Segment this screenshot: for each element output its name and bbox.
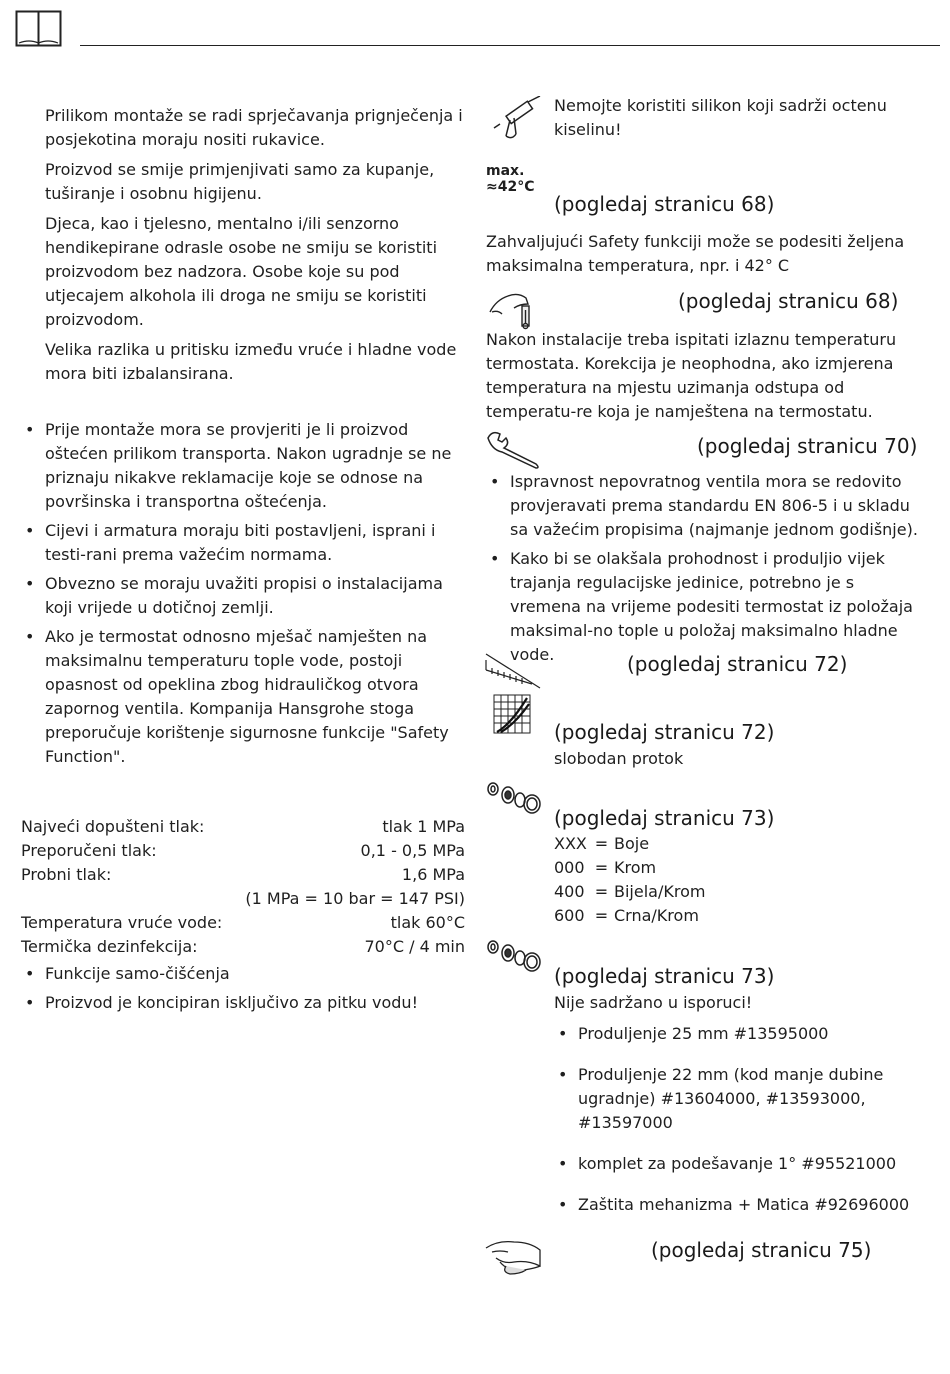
list-item: • Produljenje 22 mm (kod manje dubine ugradnje) #13604000, #13593000, #13597000 [554, 1063, 924, 1135]
thermometer-adjust-icon [486, 288, 534, 330]
spec-row [21, 935, 465, 959]
spec-value: 70°C / 4 min [364, 937, 465, 956]
calibration-text: Nakon instalacije treba ispitati izlaznu temperaturu termostata. Korekcija je neophodna, ako izmjerena temperatura na mjestu uzimanja odstupa od temperatu-re koja je namještena na termostatu. [486, 330, 897, 421]
intro-section [45, 104, 465, 392]
spec-value: tlak 60°C [390, 913, 465, 932]
spec-value: (1 MPa = 10 bar = 147 PSI) [245, 889, 465, 908]
spec-row [21, 911, 465, 935]
page-reference: (pogledaj stranicu 68) [554, 192, 775, 216]
page-reference: (pogledaj stranicu 73) [554, 964, 775, 988]
page-reference: (pogledaj stranicu 68) [678, 289, 899, 313]
list-item: • Zaštita mehanizma + Matica #92696000 [554, 1193, 924, 1217]
color-code-row: 000 = Krom [554, 856, 705, 880]
spare-parts-icon [486, 780, 544, 816]
spec-label: Termička dezinfekcija: [21, 937, 198, 956]
spec-row [21, 815, 465, 839]
list-item: • Produljenje 25 mm #13595000 [554, 1022, 924, 1046]
color-code: 600 [554, 906, 585, 925]
accessories-icon [486, 938, 544, 974]
spec-label: Najveći dopušteni tlak: [21, 817, 205, 836]
not-included-note: Nije sadržano u isporuci! [554, 993, 753, 1012]
list-item: • Funkcije samo-čišćenja [21, 962, 467, 986]
spec-value: 0,1 - 0,5 MPa [360, 841, 465, 860]
page-reference: (pogledaj stranicu 75) [651, 1238, 872, 1262]
page-reference: (pogledaj stranicu 73) [554, 806, 775, 830]
color-name: Bijela/Krom [614, 882, 706, 901]
color-code: 000 [554, 858, 585, 877]
intro-paragraph: Proizvod se smije primjenjivati samo za kupanje, tuširanje i osobnu higijenu. [45, 160, 435, 203]
list-item: • Kako bi se olakšala prohodnost i produljio vijek trajanja regulacijske jedinice, potrebno je s vremena na vrijeme podesiti termostat iz položaja maksimal-no tople u položaj maksimalno hladne vode. [486, 547, 926, 667]
cleaning-hand-icon [484, 1236, 544, 1276]
page-reference: (pogledaj stranicu 70) [697, 434, 918, 458]
list-item: • komplet za podešavanje 1° #95521000 [554, 1152, 924, 1176]
flow-diagram-icon [493, 694, 531, 734]
color-code-row: XXX = Boje [554, 832, 705, 856]
free-flow-label: slobodan protok [554, 749, 684, 768]
spec-value: tlak 1 MPa [382, 817, 465, 836]
color-name: Crna/Krom [614, 906, 699, 925]
technical-specs [21, 815, 465, 959]
color-code-row: 600 = Crna/Krom [554, 904, 705, 928]
install-bullet-list [21, 418, 467, 774]
page-reference: (pogledaj stranicu 72) [554, 720, 775, 744]
color-code-row: 400 = Bijela/Krom [554, 880, 705, 904]
list-item: • Obvezno se moraju uvažiti propisi o instalacijama koji vrijede u dotičnoj zemlji. [21, 572, 467, 620]
intro-paragraph: Velika razlika u pritisku između vruće i hladne vode mora biti izbalansirana. [45, 340, 457, 383]
accessory-list [554, 1022, 924, 1222]
spec-row [21, 863, 465, 887]
intro-paragraph: Prilikom montaže se radi sprječavanja prignječenja i posjekotina moraju nositi rukavice. [45, 106, 463, 149]
list-item: • Ispravnost nepovratnog ventila mora se redovito provjeravati prema standardu EN 806-5 i u skladu sa važećim propisima (najmanje jednom godišnje). [486, 470, 926, 542]
book-icon [15, 10, 63, 48]
color-name: Boje [614, 834, 650, 853]
safety-text: Zahvaljujući Safety funkciji može se podesiti željena maksimalna temperatura, npr. i 42° C [486, 232, 905, 275]
max-label: max. [486, 163, 525, 179]
list-item: • Ako je termostat odnosno mješač namješten na maksimalnu temperaturu tople vode, postoji opasnost od opeklina zbog hidrauličkog otvora zapornog ventila. Kompanija Hansgrohe stoga preporučuje korištenje sigurnosne funkcije "Safety Function". [21, 625, 467, 769]
spec-label: Preporučeni tlak: [21, 841, 157, 860]
max-temp-value: ≈42°C [486, 179, 535, 195]
feature-bullet-list [21, 962, 467, 1020]
header-rule [80, 45, 940, 46]
spec-label: Probni tlak: [21, 865, 112, 884]
silicone-gun-icon [492, 96, 546, 142]
list-item: • Cijevi i armatura moraju biti postavljeni, isprani i testi-rani prema važećim normama. [21, 519, 467, 567]
maintenance-bullet-list [486, 470, 926, 672]
color-name: Krom [614, 858, 657, 877]
dimensions-icon [484, 650, 542, 690]
spec-label: Temperatura vruće vode: [21, 913, 223, 932]
page-reference: (pogledaj stranicu 72) [627, 652, 848, 676]
color-code: XXX [554, 834, 587, 853]
spec-row [21, 887, 465, 911]
list-item: • Prije montaže mora se provjeriti je li proizvod oštećen prilikom transporta. Nakon ugradnje se ne priznaju nikakve reklamacije koje se odnose na površinska i transportna oštećenja. [21, 418, 467, 514]
silicone-note: Nemojte koristiti silikon koji sadrži octenu kiselinu! [554, 96, 887, 139]
wrench-icon [486, 430, 542, 470]
intro-paragraph: Djeca, kao i tjelesno, mentalno i/ili senzorno hendikepirane odrasle osobe ne smiju se koristiti proizvodom bez nadzora. Osobe koje su pod utjecajem alkohola ili droga ne smiju se koristiti proizvodom. [45, 214, 438, 329]
spec-row [21, 839, 465, 863]
spec-value: 1,6 MPa [401, 865, 465, 884]
color-code-list [554, 832, 705, 928]
list-item: • Proizvod je koncipiran isključivo za pitku vodu! [21, 991, 467, 1015]
max-temp-icon [486, 163, 548, 195]
color-code: 400 [554, 882, 585, 901]
